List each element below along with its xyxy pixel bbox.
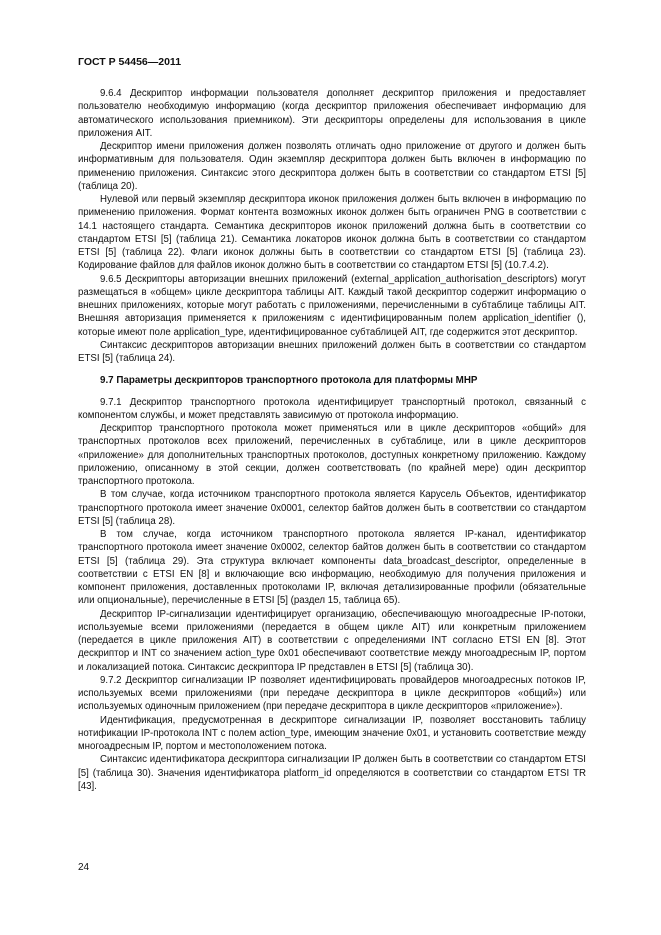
paragraph: В том случае, когда источником транспортного протокола является Карусель Объектов, идентификатор транспортного протокола имеет значение 0x0001, селектор байтов должен быть в соответствии со стандартом ETSI [5] (таблица 28). — [78, 489, 586, 527]
paragraph: 9.6.4 Дескриптор информации пользователя дополняет дескриптор приложения и предоставляет пользователю необходимую информацию (когда дескриптор приложения обеспечивает информацию для автоматического использования приемником). Эти дескрипторы определены для использования в цикле приложения AIT. — [78, 88, 586, 139]
paragraph: 9.6.5 Дескрипторы авторизации внешних приложений (external_application_authorisation_descriptors) могут размещаться в «общем» цикле дескриптора таблицы AIT. Каждый такой дескриптор содержит информацию о внешних приложениях, которые могут работать с приложениями, перечисленными в субтаблице таблицы AIT. Внешняя авторизация применяется к приложениям с идентифицированным полем application_identifier (), которые имеют поле application_type, идентифицированное субтаблицей AIT, где содержится этот дескриптор. — [78, 273, 586, 338]
paragraph: Дескриптор имени приложения должен позволять отличать одно приложение от другого и должен быть информативным для пользователя. Один экземпляр дескриптора должен быть включен в информацию по применению приложения. Синтаксис этого дескриптора должен быть в соответствии со стандартом ETSI [5] (таблица 20). — [78, 141, 586, 192]
document-header: ГОСТ Р 54456—2011 — [78, 56, 182, 68]
paragraph: Дескриптор транспортного протокола может применяться или в цикле дескрипторов «общий» для транспортных протоколов всех приложений, перечисленных в субтаблице, или в цикле дескрипторов «приложение» для дополнительных транспортных протоколов, доступных конкретному приложению. Каждому приложению, описанному в этой секции, должен соответствовать (по крайней мере) один дескриптор транспортного протокола. — [78, 423, 586, 487]
paragraph: Дескриптор IP-сигнализации идентифицирует организацию, обеспечивающую многоадресные IP-потоки, используемые всеми приложениями (передается в общем цикле AIT) или конкретным приложением (передается в цикле приложения AIT) в соответствии с определениями INT согласно ETSI EN [8]. Этот дескриптор и INT со значением action_type 0x01 обеспечивают соответствие между многоадресным IP, портом и локализацией потока. Синтаксис дескриптора IP представлен в ETSI [5] (таблица 30). — [78, 608, 586, 673]
page-number: 24 — [78, 862, 90, 873]
section-heading: 9.7 Параметры дескрипторов транспортного протокола для платформы МНР — [100, 375, 478, 387]
paragraph: Идентификация, предусмотренная в дескрипторе сигнализации IP, позволяет восстановить таблицу нотификации IP-протокола INT с полем action_type, имеющим значение 0x01, и установить соответствие между многоадресным IP, портом и местоположением потока. — [78, 714, 586, 752]
paragraph: Синтаксис идентификатора дескриптора сигнализации IP должен быть в соответствии со стандартом ETSI [5] (таблица 30). Значения идентификатора platform_id определяются в соответствии со стандартом ETSI TR [43]. — [78, 754, 586, 792]
paragraph: 9.7.1 Дескриптор транспортного протокола идентифицирует транспортный протокол, связанный с компонентом службы, и может представлять зависимую от протокола информацию. — [78, 396, 586, 421]
paragraph: Нулевой или первый экземпляр дескриптора иконок приложения должен быть включен в информацию по применению приложения. Формат контента возможных иконок должен быть ограничен PNG в соответствии с 14.1 настоящего стандарта. Семантика дескрипторов иконок приложений должна быть в соответствии со стандартом ETSI [5] (таблица 21). Семантика локаторов иконок должна быть в соответствии со стандартом ETSI [5] (таблица 22). Флаги иконок должны быть в соответствии со стандартом ETSI [5] (таблица 23). Кодирование файлов для файлов иконок должно быть в соответствии со стандартом ETSI [5] (10.7.4.2). — [78, 194, 586, 272]
document-body — [78, 87, 586, 793]
paragraph: Синтаксис дескрипторов авторизации внешних приложений должен быть в соответствии со стандартом ETSI [5] (таблица 24). — [78, 339, 586, 364]
paragraph: 9.7.2 Дескриптор сигнализации IP позволяет идентифицировать провайдеров многоадресных потоков IP, используемых всеми приложениями (при передаче дескриптора в цикле дескрипторов «общий») или используемых одиночным приложением (при передаче дескриптора в цикле дескрипторов «приложение»). — [78, 674, 586, 713]
paragraph: В том случае, когда источником транспортного протокола является IP-канал, идентификатор транспортного протокола имеет значение 0x0002, селектор байтов должен быть в соответствии со стандартом ETSI [5] (таблица 29). Эта структура включает компоненты data_broadcast_descriptor, определенные в соответствии с ETSI EN [8] и включающие всю информацию, необходимую для получения приложения и компонент приложения, доставленных протоколами IP, включая детализированные профили (обязательные или опциональные), перечисленные в ETSI [5] (раздел 15, таблица 65). — [78, 529, 586, 607]
